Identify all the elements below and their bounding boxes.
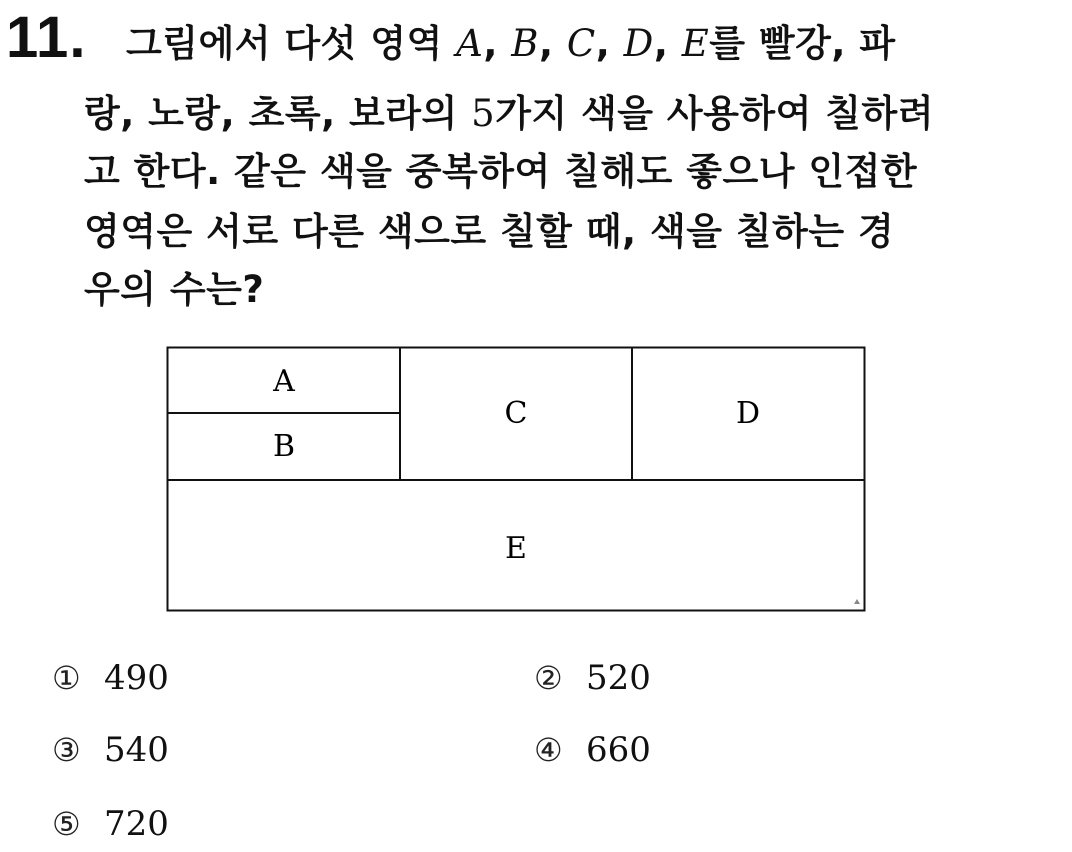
question-line: [126, 16, 896, 72]
region-variable: B: [511, 22, 539, 65]
region-label-a: A: [273, 364, 295, 399]
question-text-run: ,: [595, 22, 624, 65]
question-text-run: ,: [538, 22, 567, 65]
question-text-run: 영역은 서로 다른 색으로 칠할 때, 색을 칠하는 경: [84, 210, 895, 253]
region-variable: C: [566, 22, 596, 65]
question-numeral: 5: [471, 92, 496, 135]
choice-value: 520: [586, 658, 651, 698]
choice-marker: ①: [52, 659, 81, 697]
question-text-run: ,: [483, 22, 512, 65]
question-line: [84, 144, 917, 200]
region-label-d: D: [735, 396, 761, 431]
region-variable: D: [623, 22, 654, 65]
choice-1[interactable]: [52, 658, 169, 698]
question-text-run: 를 빨강, 파: [709, 22, 896, 65]
choice-value: 720: [104, 804, 169, 844]
choice-marker: ⑤: [52, 805, 81, 843]
question-text-run: 그림에서 다섯 영역: [126, 22, 457, 65]
choice-4[interactable]: [534, 730, 651, 770]
question-line: [84, 86, 934, 142]
question-text-run: 랑, 노랑, 초록, 보라의: [84, 92, 472, 135]
region-variable: A: [456, 22, 484, 65]
choice-3[interactable]: [52, 730, 169, 770]
choice-marker: ②: [534, 659, 563, 697]
choice-5[interactable]: [52, 804, 169, 844]
choice-value: 490: [104, 658, 169, 698]
choice-marker: ④: [534, 731, 563, 769]
question-line: [84, 262, 264, 318]
region-label-e: E: [505, 531, 527, 566]
region-variable: E: [681, 22, 710, 65]
question-text-run: 우의 수는?: [84, 268, 265, 311]
question-text-run: ,: [653, 22, 682, 65]
region-diagram: [166, 346, 866, 612]
choice-2[interactable]: [534, 658, 651, 698]
choice-value: 540: [104, 730, 169, 770]
region-label-c: C: [504, 396, 528, 431]
choice-marker: ③: [52, 731, 81, 769]
question-text-run: 가지 색을 사용하여 칠하려: [495, 92, 934, 135]
choice-value: 660: [586, 730, 651, 770]
question-text-run: 고 한다. 같은 색을 중복하여 칠해도 좋으나 인접한: [84, 150, 918, 193]
question-line: [84, 204, 894, 260]
question-number: 11.: [6, 5, 87, 70]
region-label-b: B: [272, 429, 296, 464]
